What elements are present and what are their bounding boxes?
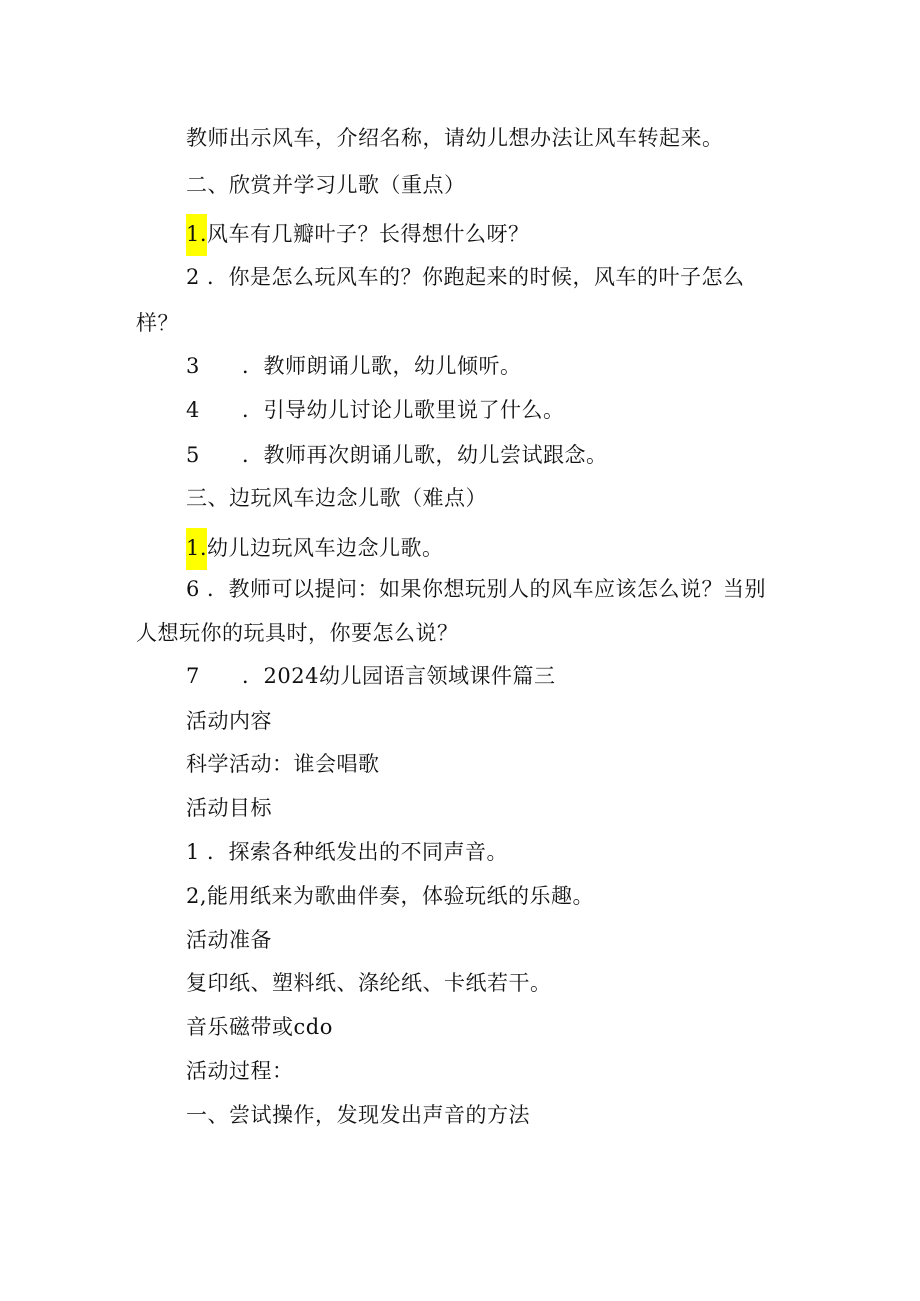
list-item-6: 6 ．教师可以提问：如果你想玩别人的风车应该怎么说？当别 [186, 577, 767, 601]
list-item-6-continued: 人想玩你的玩具时，你要怎么说？ [136, 621, 459, 645]
list-item-2-play: 2 ．你是怎么玩风车的？你跑起来的时候，风车的叶子怎么 [186, 265, 745, 289]
highlighted-number: 1. [186, 528, 207, 570]
goal-item-2: 2,能用纸来为歌曲伴奏，体验玩纸的乐趣。 [186, 884, 595, 908]
heading-activity-content: 活动内容 [186, 709, 272, 733]
highlighted-number: 1. [186, 214, 207, 256]
paragraph-intro: 教师出示风车，介绍名称，请幼儿想办法让风车转起来。 [186, 126, 724, 150]
section-heading-2: 二、欣赏并学习儿歌（重点） [186, 173, 466, 197]
heading-activity-process: 活动过程： [186, 1059, 294, 1083]
list-item-2-continued: 样？ [136, 311, 179, 335]
list-item-1-play-recite: 1.幼儿边玩风车边念儿歌。 [186, 528, 444, 570]
heading-activity-goals: 活动目标 [186, 796, 272, 820]
list-item-3: 3 ．教师朗诵儿歌，幼儿倾听。 [186, 354, 522, 378]
heading-activity-preparation: 活动准备 [186, 928, 272, 952]
preparation-music: 音乐磁带或cdo [186, 1015, 333, 1039]
list-item-4: 4 ．引导幼儿讨论儿歌里说了什么。 [186, 398, 565, 422]
list-item-5: 5 ．教师再次朗诵儿歌，幼儿尝试跟念。 [186, 443, 608, 467]
list-item-1-leaves: 1.风车有几瓣叶子？长得想什么呀？ [186, 214, 530, 256]
section-heading-3: 三、边玩风车边念儿歌（难点） [186, 486, 487, 510]
goal-item-1: 1 ．探索各种纸发出的不同声音。 [186, 840, 509, 864]
preparation-materials: 复印纸、塑料纸、涤纶纸、卡纸若干。 [186, 971, 552, 995]
process-step-1: 一、尝试操作，发现发出声音的方法 [186, 1103, 530, 1127]
list-item-7: 7 ．2024幼儿园语言领域课件篇三 [186, 664, 556, 688]
activity-name: 科学活动：谁会唱歌 [186, 752, 380, 776]
